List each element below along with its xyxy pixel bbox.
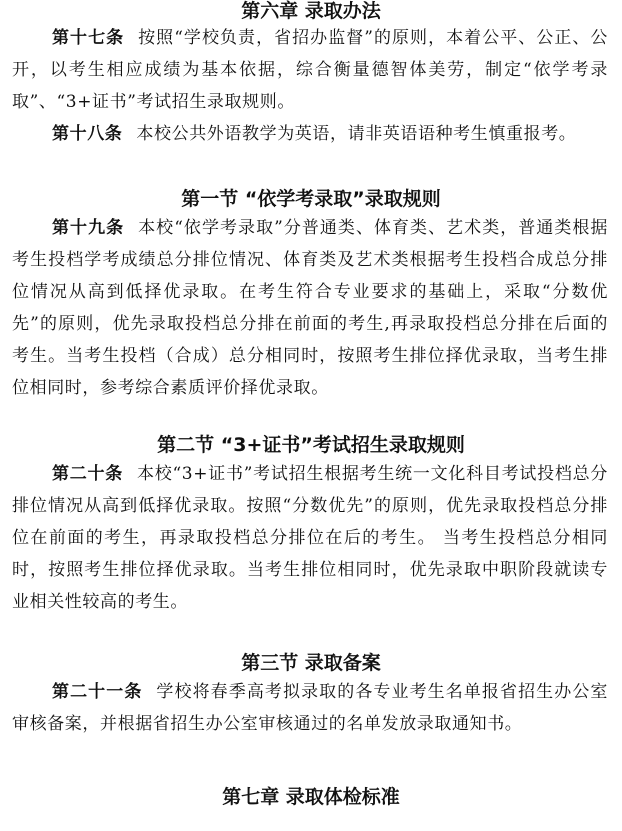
article-18-label: 第十八条 <box>52 124 123 144</box>
article-19-label: 第十九条 <box>52 218 125 238</box>
article-21-label: 第二十一条 <box>52 682 143 702</box>
article-20 <box>12 458 608 618</box>
section-3-heading: 第三节 录取备案 <box>241 652 381 674</box>
article-18-text: 本校公共外语教学为英语，请非英语语种考生慎重报考。 <box>136 124 577 144</box>
chapter-6-heading: 第六章 录取办法 <box>241 0 381 22</box>
article-21 <box>12 676 608 740</box>
article-21-text: 学校将春季高考拟录取的各专业考生名单报省招生办公室审核备案，并根据省招生办公室审核通过的名单发放录取通知书。 <box>12 682 609 734</box>
article-19-text: 本校“依学考录取”分普通类、体育类、艺术类，普通类根据考生投档学考成绩总分排位情况、体育类及艺术类根据考生投档合成总分排位情况从高到低择优录取。在考生符合专业要求的基础上，采取“分数优先”的原则，优先录取投档总分排在前面的考生,再录取投档总分排在后面的考生。当考生投档（合成）总分相同时，按照考生排位择优录取，当考生排位相同时，参考综合素质评价择优录取。 <box>12 218 608 398</box>
article-19 <box>12 212 608 404</box>
section-2-heading: 第二节 “3+证书”考试招生录取规则 <box>157 434 465 456</box>
article-17 <box>12 22 608 118</box>
article-17-label: 第十七条 <box>52 28 125 48</box>
article-18 <box>12 118 608 150</box>
article-20-text: 本校“3+证书”考试招生根据考生统一文化科目考试投档总分排位情况从高到低择优录取。按照“分数优先”的原则，优先录取投档总分排位在前面的考生，再录取投档总分排位在后的考生。 当考生投档总分相同时，按照考生排位择优录取。当考生排位相同时，优先录取中职阶段就读专业相关性较高的考生。 <box>12 464 608 612</box>
article-17-text: 按照“学校负责，省招办监督”的原则，本着公平、公正、公开，以考生相应成绩为基本依据，综合衡量德智体美劳，制定“依学考录取”、“3+证书”考试招生录取规则。 <box>12 28 608 112</box>
section-1-heading: 第一节 “依学考录取”录取规则 <box>181 188 441 210</box>
article-20-label: 第二十条 <box>52 464 123 484</box>
chapter-7-heading: 第七章 录取体检标准 <box>222 786 400 808</box>
